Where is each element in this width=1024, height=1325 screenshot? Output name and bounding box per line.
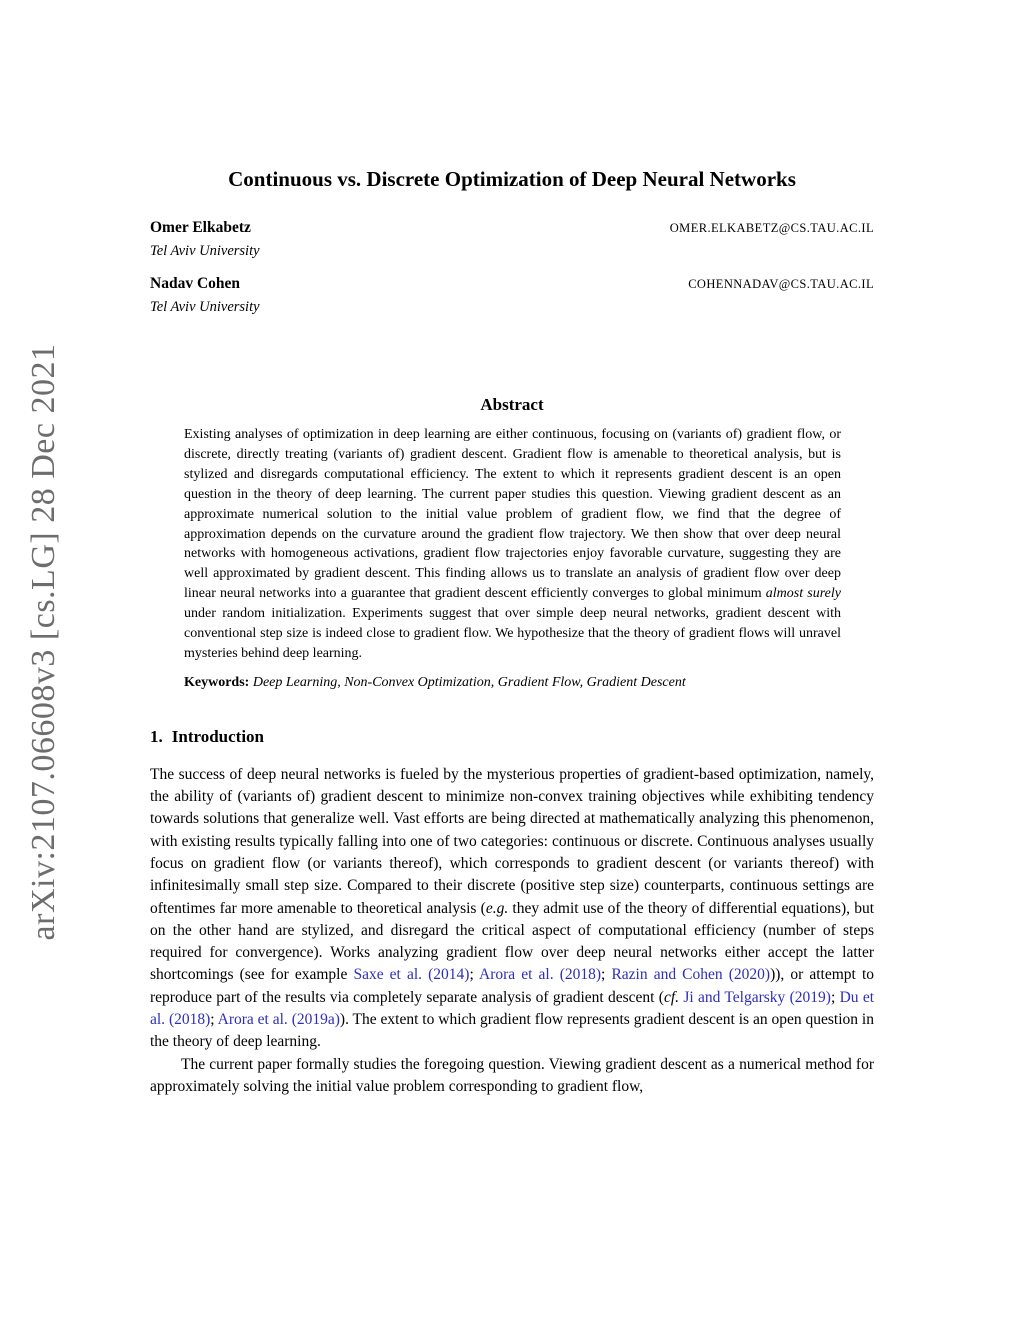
author-entry <box>150 274 874 316</box>
introduction-paragraph-1: The success of deep neural networks is fueled by the mysterious properties of gradient-based optimization, namely, the ability of (variants of) gradient descent to minimize non-convex training objectives while exhibiting tendency towards solutions that generalize well. Vast efforts are being directed at mathematically analyzing this phenomenon, with existing results typically falling into one of two categories: continuous or discrete. Continuous analyses usually focus on gradient flow (or variants thereof), which corresponds to gradient descent (or variants thereof) with infinitesimally small step size. Compared to their discrete (positive step size) counterparts, continuous settings are oftentimes far more amenable to theoretical analysis (e.g. they admit use of the theory of differential equations), but on the other hand are stylized, and disregard the critical aspect of computational efficiency (number of steps required for convergence). Works analyzing gradient flow over deep neural networks either accept the latter shortcomings (see for example Saxe et al. (2014); Arora et al. (2018); Razin and Cohen (2020))), or attempt to reproduce part of the results via completely separate analysis of gradient descent (cf. Ji and Telgarsky (2019); Du et al. (2018); Arora et al. (2019a)). The extent to which gradient flow represents gradient descent is an open question in the theory of deep learning. <box>150 765 875 1051</box>
keywords-line <box>184 673 841 693</box>
citation-link[interactable]: Ji and Telgarsky (2019) <box>683 988 831 1006</box>
paper-content <box>150 0 874 1098</box>
author-row <box>150 218 874 238</box>
author-name: Nadav Cohen <box>150 275 241 292</box>
author-name: Omer Elkabetz <box>150 219 251 236</box>
citation-link[interactable]: Du et al. (2018) <box>150 988 875 1029</box>
keywords-text: Deep Learning, Non-Convex Optimization, Gradient Flow, Gradient Descent <box>252 674 686 690</box>
emphasis-text: e.g. <box>485 899 509 917</box>
author-row <box>150 274 874 294</box>
author-affiliation: Tel Aviv University <box>150 243 260 259</box>
emphasis-text: almost surely <box>765 586 841 602</box>
section-heading-introduction <box>150 726 874 747</box>
arxiv-watermark: arXiv:2107.06608v3 [cs.LG] 28 Dec 2021 <box>25 343 62 941</box>
citation-link[interactable]: Saxe et al. (2014) <box>353 966 470 984</box>
abstract-heading: Abstract <box>480 395 544 414</box>
paper-title: Continuous vs. Discrete Optimization of Deep Neural Networks <box>228 167 796 191</box>
author-email: COHENNADAV@CS.TAU.AC.IL <box>688 277 874 291</box>
author-affiliation: Tel Aviv University <box>150 299 260 315</box>
section-title: Introduction <box>171 726 265 746</box>
citation-link[interactable]: Arora et al. (2018) <box>479 966 602 984</box>
emphasis-text: cf. <box>663 988 680 1006</box>
section-number: 1. <box>150 726 163 746</box>
introduction-paragraph-2: The current paper formally studies the foregoing question. Viewing gradient descent as a numerical method for approximately solving the initial value problem corresponding to gradient flow, <box>150 1055 874 1095</box>
citation-link[interactable]: Razin and Cohen (2020) <box>611 966 771 984</box>
authors-block <box>150 218 874 316</box>
citation-link[interactable]: Arora et al. (2019a) <box>217 1011 340 1029</box>
author-entry <box>150 218 874 260</box>
abstract-text: Existing analyses of optimization in deep learning are either continuous, focusing on (variants of) gradient flow, or discrete, directly treating (variants of) gradient descent. Gradient flow is amenable to theoretical analysis, but is stylized and disregards computational efficiency. The extent to which it represents gradient descent is an open question in the theory of deep learning. The current paper studies this question. Viewing gradient descent as an approximate numerical solution to the initial value problem of gradient flow, we find that the degree of approximation depends on the curvature around the gradient flow trajectory. We then show that over deep neural networks with homogeneous activations, gradient flow trajectories enjoy favorable curvature, suggesting they are well approximated by gradient descent. This finding allows us to translate an analysis of gradient flow over deep linear neural networks into a guarantee that gradient descent efficiently converges to global minimum almost surely under random initialization. Experiments suggest that over simple deep neural networks, gradient descent with conventional step size is indeed close to gradient flow. We hypothesize that the theory of gradient flows will unravel mysteries behind deep learning. <box>184 427 841 661</box>
author-email: OMER.ELKABETZ@CS.TAU.AC.IL <box>669 221 874 235</box>
abstract-section <box>150 394 874 693</box>
keywords-label: Keywords: <box>184 674 250 690</box>
